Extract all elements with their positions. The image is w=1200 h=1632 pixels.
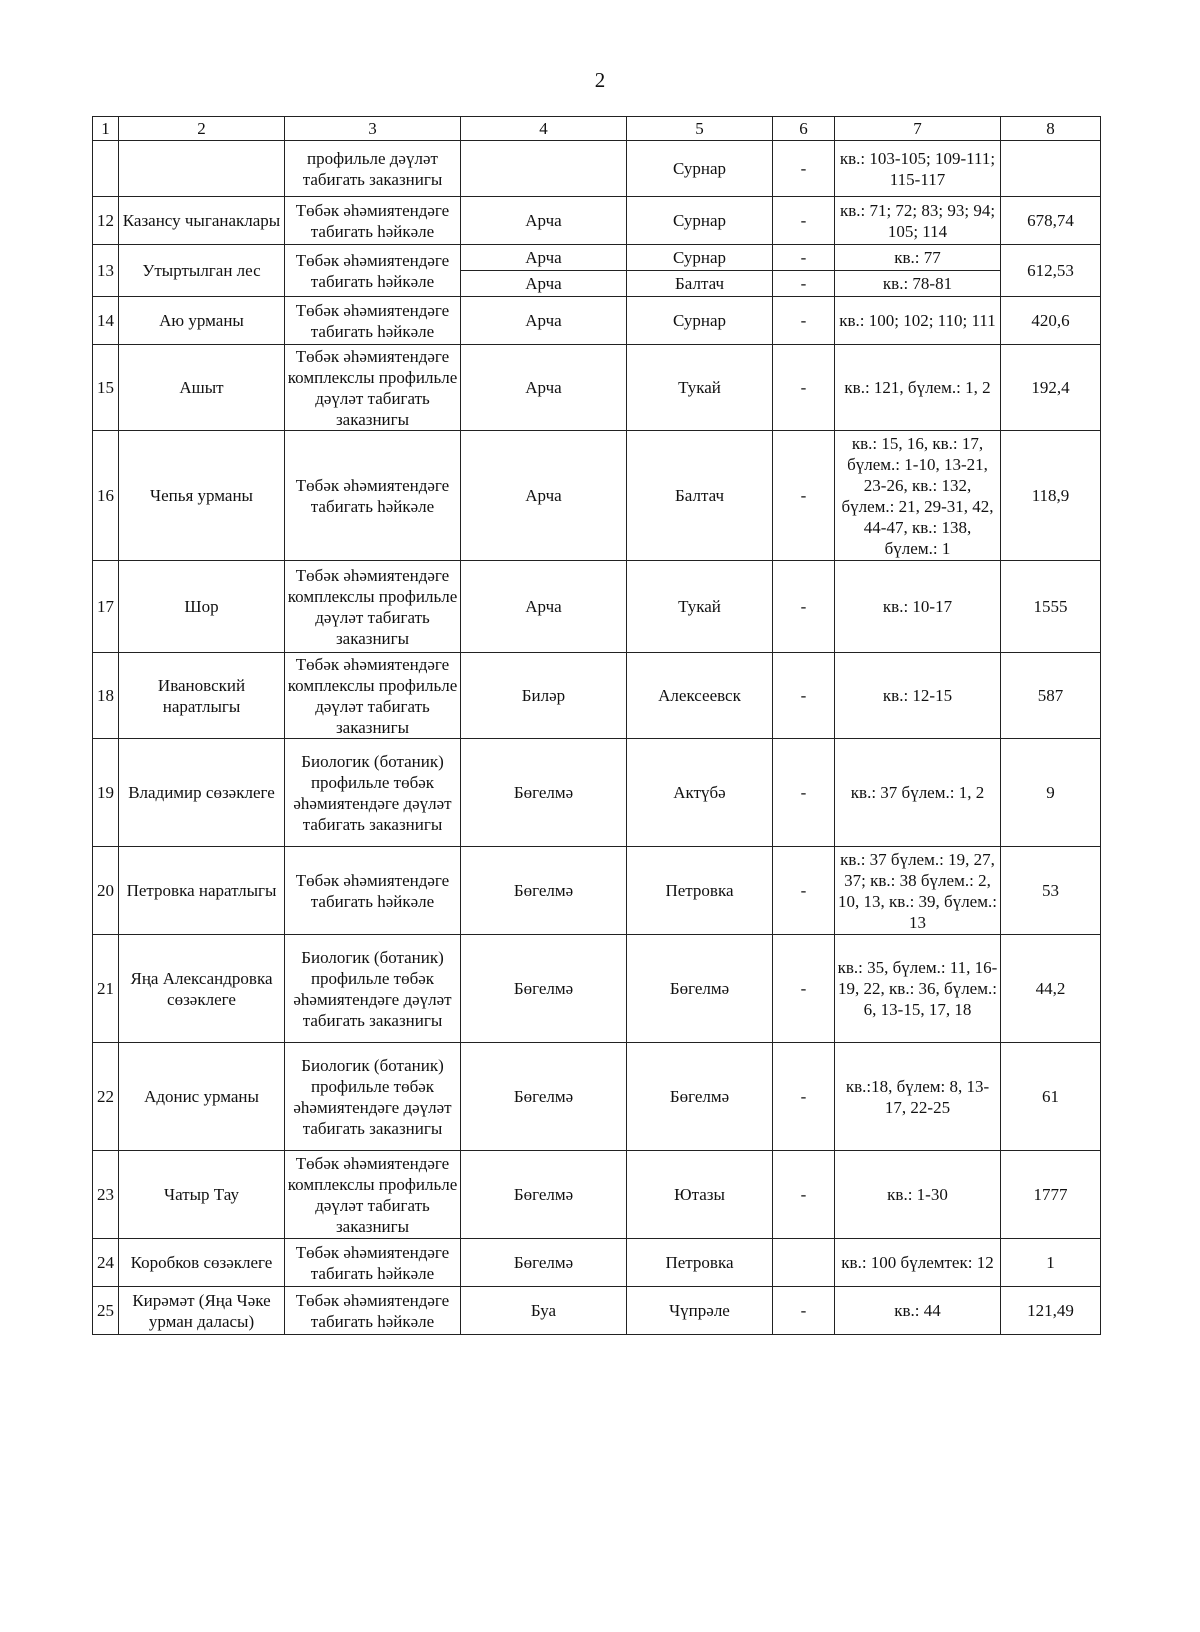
table-row — [93, 1043, 1101, 1151]
district: Биләр — [461, 653, 627, 739]
object-name: Утыртылган лес — [119, 245, 285, 297]
district: Арча — [461, 297, 627, 345]
table-row — [93, 847, 1101, 935]
table-row — [93, 1239, 1101, 1287]
district: Бөгелмә — [461, 1043, 627, 1151]
forestry: Алексеевск — [627, 653, 773, 739]
district: Арча — [461, 345, 627, 431]
location: кв.: 44 — [835, 1287, 1001, 1335]
object-category: Төбәк әһәмиятендәге табигать һәйкәле — [285, 297, 461, 345]
location: кв.:18, бүлем: 8, 13-17, 22-25 — [835, 1043, 1001, 1151]
table-row — [93, 1151, 1101, 1239]
row-number — [93, 141, 119, 197]
area: 192,4 — [1001, 345, 1101, 431]
object-name: Чатыр Тау — [119, 1151, 285, 1239]
column-6-value — [773, 1239, 835, 1287]
district: Бөгелмә — [461, 847, 627, 935]
district: Арча — [461, 431, 627, 561]
district: Бөгелмә — [461, 1151, 627, 1239]
area: 420,6 — [1001, 297, 1101, 345]
area: 678,74 — [1001, 197, 1101, 245]
table-row — [93, 245, 1101, 271]
object-category: Төбәк әһәмиятендәге табигать һәйкәле — [285, 431, 461, 561]
area — [1001, 141, 1101, 197]
forestry: Петровка — [627, 1239, 773, 1287]
district: Бөгелмә — [461, 739, 627, 847]
row-number: 21 — [93, 935, 119, 1043]
forestry: Сурнар — [627, 141, 773, 197]
header-col-1: 1 — [93, 117, 119, 141]
object-name: Ашыт — [119, 345, 285, 431]
district — [461, 141, 627, 197]
forestry: Тукай — [627, 345, 773, 431]
column-6-value: - — [773, 271, 835, 297]
row-number: 24 — [93, 1239, 119, 1287]
location: кв.: 78-81 — [835, 271, 1001, 297]
forestry: Сурнар — [627, 297, 773, 345]
object-category: Төбәк әһәмиятендәге табигать һәйкәле — [285, 1287, 461, 1335]
row-number: 18 — [93, 653, 119, 739]
district: Арча — [461, 245, 627, 271]
column-6-value: - — [773, 739, 835, 847]
forestry: Петровка — [627, 847, 773, 935]
row-number: 17 — [93, 561, 119, 653]
protected-areas-table — [92, 116, 1101, 1335]
location: кв.: 71; 72; 83; 93; 94; 105; 114 — [835, 197, 1001, 245]
location: кв.: 103-105; 109-111; 115-117 — [835, 141, 1001, 197]
column-6-value: - — [773, 1287, 835, 1335]
area: 118,9 — [1001, 431, 1101, 561]
object-name: Шор — [119, 561, 285, 653]
object-category: Төбәк әһәмиятендәге комплекслы профильле дәүләт табигать заказнигы — [285, 1151, 461, 1239]
column-6-value: - — [773, 653, 835, 739]
location: кв.: 100; 102; 110; 111 — [835, 297, 1001, 345]
object-name: Чепья урманы — [119, 431, 285, 561]
forestry: Актүбә — [627, 739, 773, 847]
header-col-8: 8 — [1001, 117, 1101, 141]
location: кв.: 1-30 — [835, 1151, 1001, 1239]
header-col-5: 5 — [627, 117, 773, 141]
header-col-3: 3 — [285, 117, 461, 141]
forestry: Балтач — [627, 431, 773, 561]
location: кв.: 121, бүлем.: 1, 2 — [835, 345, 1001, 431]
location: кв.: 77 — [835, 245, 1001, 271]
forestry: Бөгелмә — [627, 1043, 773, 1151]
area: 9 — [1001, 739, 1101, 847]
row-number: 22 — [93, 1043, 119, 1151]
object-category: Төбәк әһәмиятендәге табигать һәйкәле — [285, 1239, 461, 1287]
header-col-4: 4 — [461, 117, 627, 141]
row-number: 20 — [93, 847, 119, 935]
area: 1555 — [1001, 561, 1101, 653]
location: кв.: 10-17 — [835, 561, 1001, 653]
object-name — [119, 141, 285, 197]
row-number: 12 — [93, 197, 119, 245]
row-number: 23 — [93, 1151, 119, 1239]
object-category: Төбәк әһәмиятендәге табигать һәйкәле — [285, 197, 461, 245]
header-row — [93, 117, 1101, 141]
area: 61 — [1001, 1043, 1101, 1151]
column-6-value: - — [773, 245, 835, 271]
column-6-value: - — [773, 345, 835, 431]
table-row — [93, 345, 1101, 431]
table-row — [93, 561, 1101, 653]
forestry: Балтач — [627, 271, 773, 297]
column-6-value: - — [773, 297, 835, 345]
object-name: Аю урманы — [119, 297, 285, 345]
table-row — [93, 653, 1101, 739]
location: кв.: 15, 16, кв.: 17, бүлем.: 1-10, 13-21, 23-26, кв.: 132, бүлем.: 21, 29-31, 42, 44-47, кв.: 138, бүлем.: 1 — [835, 431, 1001, 561]
object-name: Владимир сөзәклеге — [119, 739, 285, 847]
table-row — [93, 1287, 1101, 1335]
district: Арча — [461, 271, 627, 297]
object-category: Төбәк әһәмиятендәге комплекслы профильле дәүләт табигать заказнигы — [285, 561, 461, 653]
location: кв.: 100 бүлемтек: 12 — [835, 1239, 1001, 1287]
page-number: 2 — [594, 68, 606, 92]
table-row — [93, 431, 1101, 561]
table-row — [93, 297, 1101, 345]
object-name: Коробков сөзәклеге — [119, 1239, 285, 1287]
object-name: Петровка наратлыгы — [119, 847, 285, 935]
location: кв.: 37 бүлем.: 1, 2 — [835, 739, 1001, 847]
object-category: Төбәк әһәмиятендәге табигать һәйкәле — [285, 847, 461, 935]
area: 612,53 — [1001, 245, 1101, 297]
header-col-2: 2 — [119, 117, 285, 141]
area: 1 — [1001, 1239, 1101, 1287]
header-col-6: 6 — [773, 117, 835, 141]
table-row — [93, 935, 1101, 1043]
district: Бөгелмә — [461, 935, 627, 1043]
header-col-7: 7 — [835, 117, 1001, 141]
row-number: 25 — [93, 1287, 119, 1335]
table-row — [93, 141, 1101, 197]
object-name: Ивановский наратлыгы — [119, 653, 285, 739]
object-category: Биологик (ботаник) профильле төбәк әһәмиятендәге дәүләт табигать заказнигы — [285, 1043, 461, 1151]
object-name: Яңа Александровка сөзәклеге — [119, 935, 285, 1043]
row-number: 15 — [93, 345, 119, 431]
object-name: Казансу чыганаклары — [119, 197, 285, 245]
location: кв.: 37 бүлем.: 19, 27, 37; кв.: 38 бүлем.: 2, 10, 13, кв.: 39, бүлем.: 13 — [835, 847, 1001, 935]
table-row — [93, 197, 1101, 245]
district: Арча — [461, 561, 627, 653]
row-number: 14 — [93, 297, 119, 345]
row-number: 16 — [93, 431, 119, 561]
column-6-value: - — [773, 847, 835, 935]
object-name: Адонис урманы — [119, 1043, 285, 1151]
forestry: Сурнар — [627, 197, 773, 245]
object-category: Биологик (ботаник) профильле төбәк әһәмиятендәге дәүләт табигать заказнигы — [285, 935, 461, 1043]
object-category: Төбәк әһәмиятендәге табигать һәйкәле — [285, 245, 461, 297]
area: 121,49 — [1001, 1287, 1101, 1335]
area: 53 — [1001, 847, 1101, 935]
forestry: Чүпрәле — [627, 1287, 773, 1335]
column-6-value: - — [773, 431, 835, 561]
object-name: Кирәмәт (Яңа Чәке урман даласы) — [119, 1287, 285, 1335]
column-6-value: - — [773, 561, 835, 653]
object-category: Төбәк әһәмиятендәге комплекслы профильле дәүләт табигать заказнигы — [285, 345, 461, 431]
object-category: Төбәк әһәмиятендәге комплекслы профильле дәүләт табигать заказнигы — [285, 653, 461, 739]
area: 1777 — [1001, 1151, 1101, 1239]
location: кв.: 35, бүлем.: 11, 16-19, 22, кв.: 36, бүлем.: 6, 13-15, 17, 18 — [835, 935, 1001, 1043]
column-6-value: - — [773, 197, 835, 245]
forestry: Ютазы — [627, 1151, 773, 1239]
location: кв.: 12-15 — [835, 653, 1001, 739]
area: 587 — [1001, 653, 1101, 739]
column-6-value: - — [773, 141, 835, 197]
forestry: Тукай — [627, 561, 773, 653]
object-category: Биологик (ботаник) профильле төбәк әһәмиятендәге дәүләт табигать заказнигы — [285, 739, 461, 847]
forestry: Бөгелмә — [627, 935, 773, 1043]
district: Буа — [461, 1287, 627, 1335]
table-row — [93, 739, 1101, 847]
row-number: 13 — [93, 245, 119, 297]
column-6-value: - — [773, 1043, 835, 1151]
forestry: Сурнар — [627, 245, 773, 271]
district: Арча — [461, 197, 627, 245]
column-6-value: - — [773, 1151, 835, 1239]
row-number: 19 — [93, 739, 119, 847]
area: 44,2 — [1001, 935, 1101, 1043]
district: Бөгелмә — [461, 1239, 627, 1287]
object-category: профильле дәүләт табигать заказнигы — [285, 141, 461, 197]
column-6-value: - — [773, 935, 835, 1043]
